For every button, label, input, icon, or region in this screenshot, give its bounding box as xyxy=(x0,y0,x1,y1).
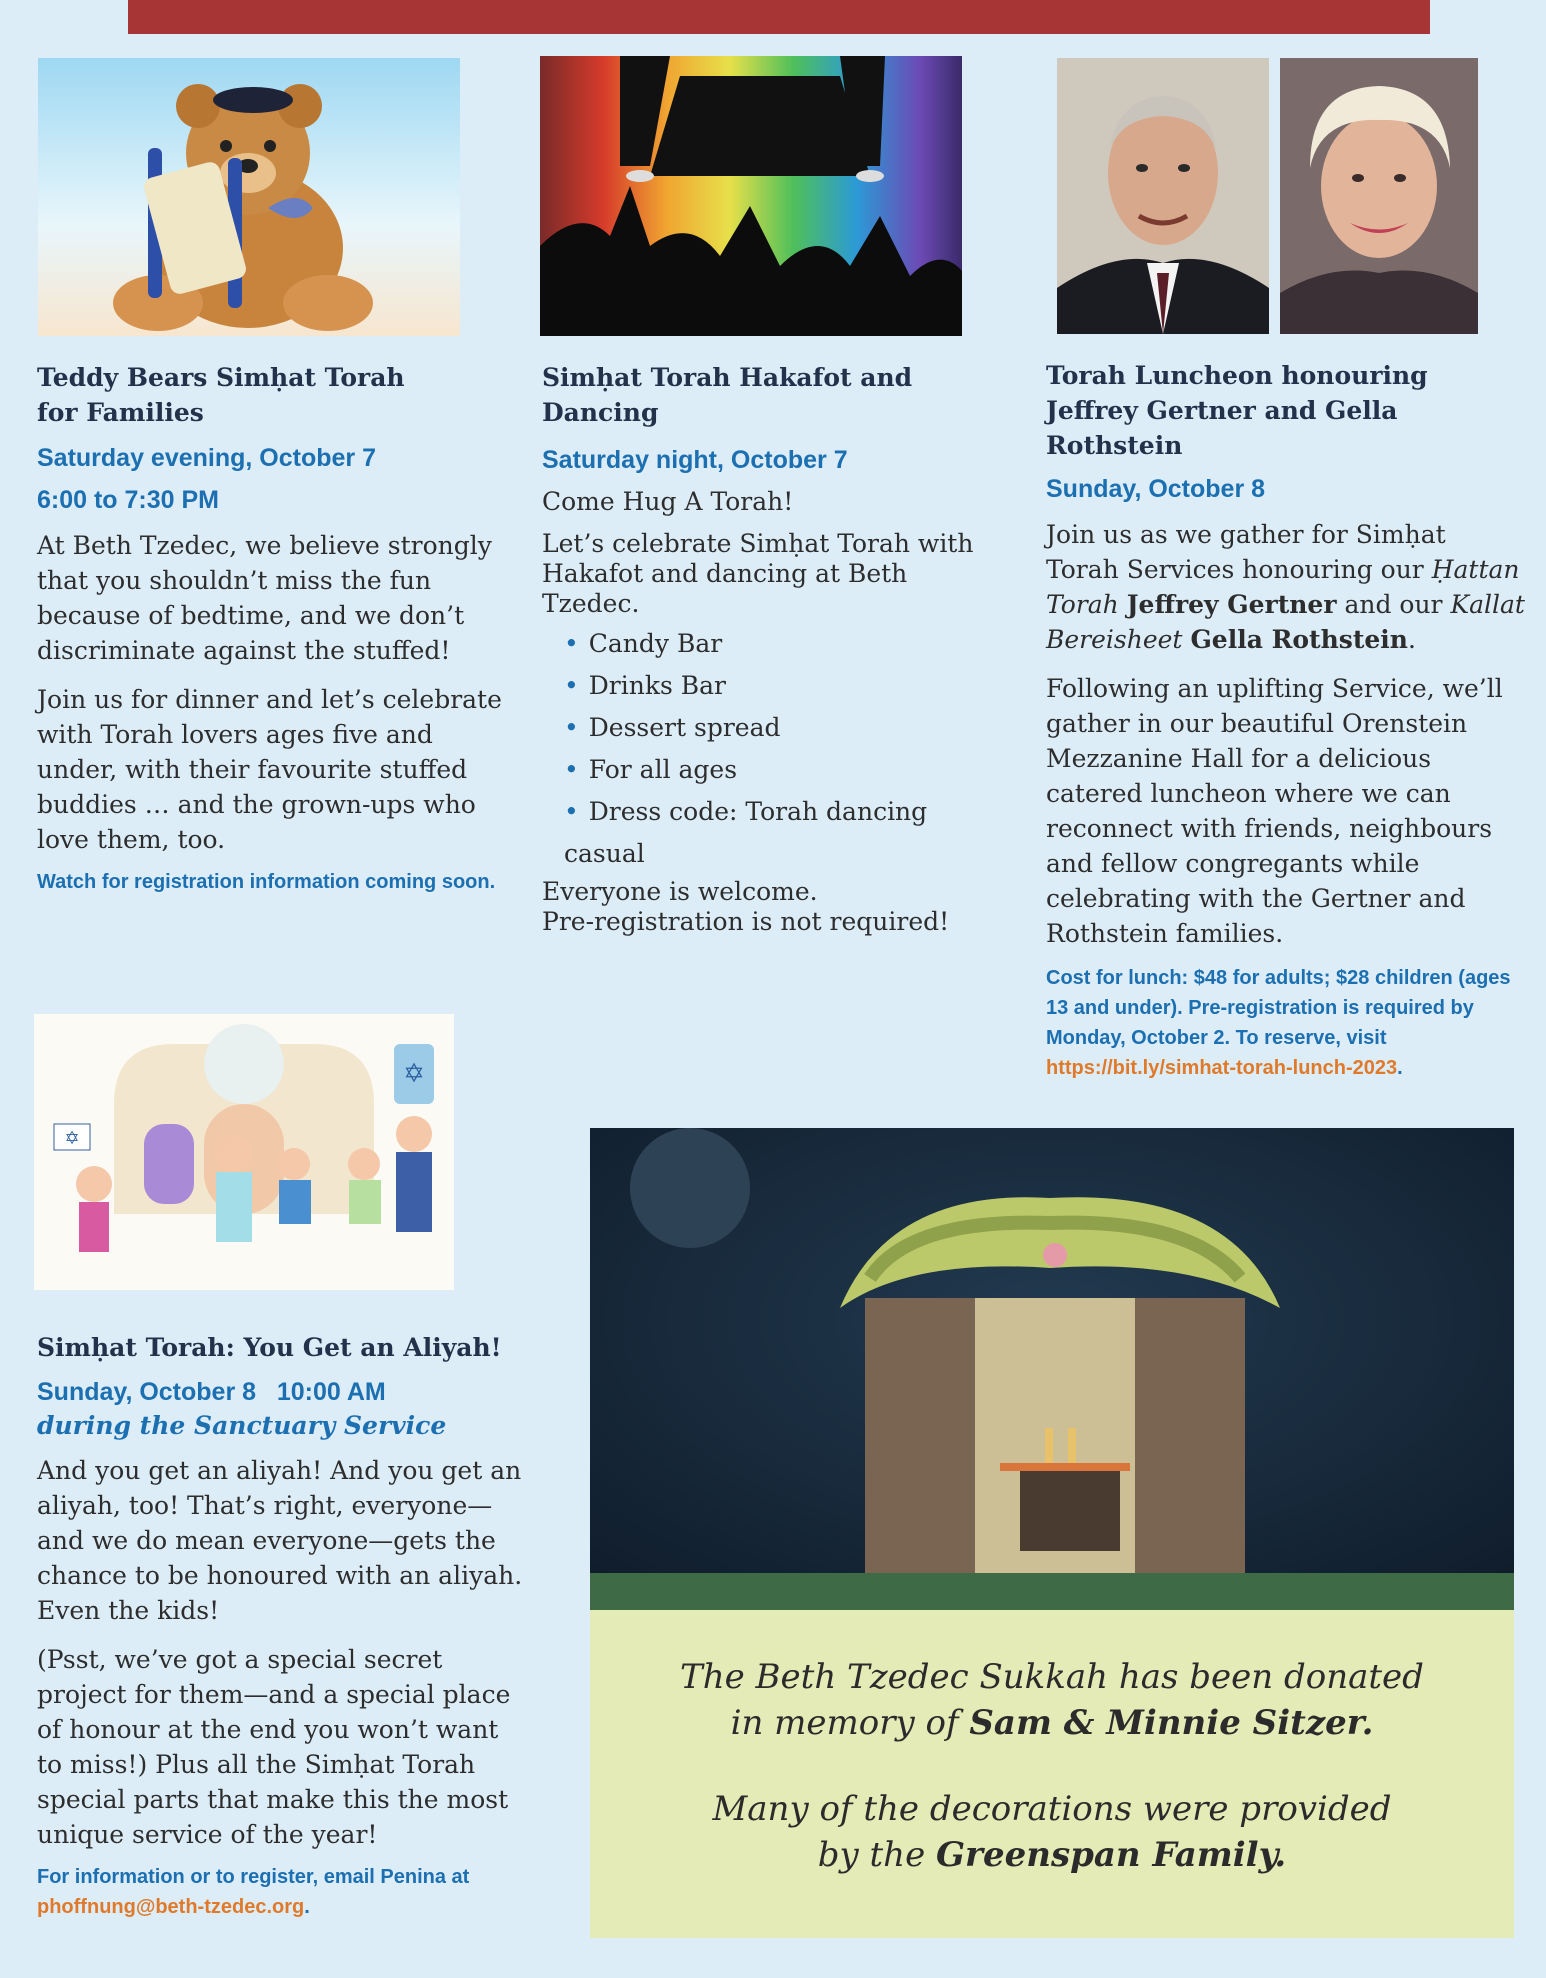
sukkah-illustration xyxy=(590,1128,1514,1610)
svg-text:✡: ✡ xyxy=(64,1128,80,1149)
list-item: • Dessert spread xyxy=(564,707,1012,749)
registration-note: Watch for registration information coming soon. xyxy=(37,871,496,893)
paragraph: Everyone is welcome. Pre-registration is not required! xyxy=(542,877,950,936)
dedication-line: by the Greenspan Family. xyxy=(817,1835,1287,1875)
section-title: Simḥat Torah: You Get an Aliyah! xyxy=(37,1333,502,1362)
luncheon-section xyxy=(1046,358,1526,1083)
aliyah-section xyxy=(37,1330,527,1922)
list-item: • Candy Bar xyxy=(564,623,1012,665)
registration-note: For information or to register, email Penina at phoffnung@beth-tzedec.org. xyxy=(37,1866,470,1918)
registration-note: Cost for lunch: $48 for adults; $28 children (ages 13 and under). Pre-registration is required by Monday, October 2. To reserve, visit https://bit.ly/simhat-torah-lunch-2023. xyxy=(1046,967,1511,1079)
list-item: • Drinks Bar xyxy=(564,665,1012,707)
paragraph: (Psst, we’ve got a special secret project for them—and a special place of honour at the end you won’t want to miss!) Plus all the Simḥat Torah special parts that make this the most unique service of the year! xyxy=(37,1645,511,1849)
section-title: Torah Luncheon honouring Jeffrey Gertner and Gella Rothstein xyxy=(1046,361,1428,460)
event-date: Sunday, October 8 xyxy=(1046,475,1266,503)
section-title: Simḥat Torah Hakafot and Dancing xyxy=(542,363,913,427)
kids-parade-illustration xyxy=(34,1014,454,1290)
paragraph: Join us as we gather for Simḥat Torah Services honouring our Ḥattan Torah Jeffrey Gertner and our Kallat Bereisheet Gella Rothstein. xyxy=(1046,520,1525,654)
list-item: • For all ages xyxy=(564,749,1012,791)
teddy-bear-photo xyxy=(38,58,460,336)
top-bar xyxy=(128,0,1430,34)
svg-text:✡: ✡ xyxy=(403,1059,425,1089)
paragraph: Join us for dinner and let’s celebrate with Torah lovers ages five and under, with their favourite stuffed buddies … and the grown-ups who love them, too. xyxy=(37,685,502,854)
event-date: Saturday night, October 7 xyxy=(542,446,848,474)
paragraph: Following an uplifting Service, we’ll gather in our beautiful Orenstein Mezzanine Hall for a delicious catered luncheon where we can reconnect with friends, neighbours and fellow congregants while celebrating with the Gertner and Rothstein families. xyxy=(1046,674,1503,948)
dedication-line: in memory of Sam & Minnie Sitzer. xyxy=(730,1703,1374,1743)
list-item: • Dress code: Torah dancing casual xyxy=(564,791,1012,875)
amenities-list xyxy=(542,623,1012,875)
hakafot-section xyxy=(542,360,1012,937)
lunch-link[interactable]: https://bit.ly/simhat-torah-lunch-2023 xyxy=(1046,1057,1398,1079)
dedication-box xyxy=(590,1610,1514,1938)
event-time: 6:00 to 7:30 PM xyxy=(37,486,220,514)
paragraph: Let’s celebrate Simḥat Torah with Hakafot and dancing at Beth Tzedec. xyxy=(542,529,974,618)
event-date: Sunday, October 8 10:00 AM during the Sanctuary Service xyxy=(37,1378,447,1440)
dedication-line: Many of the decorations were provided xyxy=(712,1789,1392,1829)
portrait-gertner xyxy=(1057,58,1269,334)
dedication-line: The Beth Tzedec Sukkah has been donated xyxy=(680,1657,1424,1697)
dancing-photo xyxy=(540,56,962,336)
email-link[interactable]: phoffnung@beth-tzedec.org xyxy=(37,1896,305,1918)
paragraph: Come Hug A Torah! xyxy=(542,487,794,516)
event-date: Saturday evening, October 7 xyxy=(37,444,376,472)
section-title: Teddy Bears Simḥat Torah for Families xyxy=(37,363,405,427)
paragraph: At Beth Tzedec, we believe strongly that you shouldn’t miss the fun because of bedtime, and we don’t discriminate against the stuffed! xyxy=(37,531,492,665)
portrait-rothstein xyxy=(1280,58,1478,334)
teddy-bears-section xyxy=(37,360,507,897)
paragraph: And you get an aliyah! And you get an aliyah, too! That’s right, everyone—and we do mean everyone—gets the chance to be honoured with an aliyah. Even the kids! xyxy=(37,1456,523,1625)
